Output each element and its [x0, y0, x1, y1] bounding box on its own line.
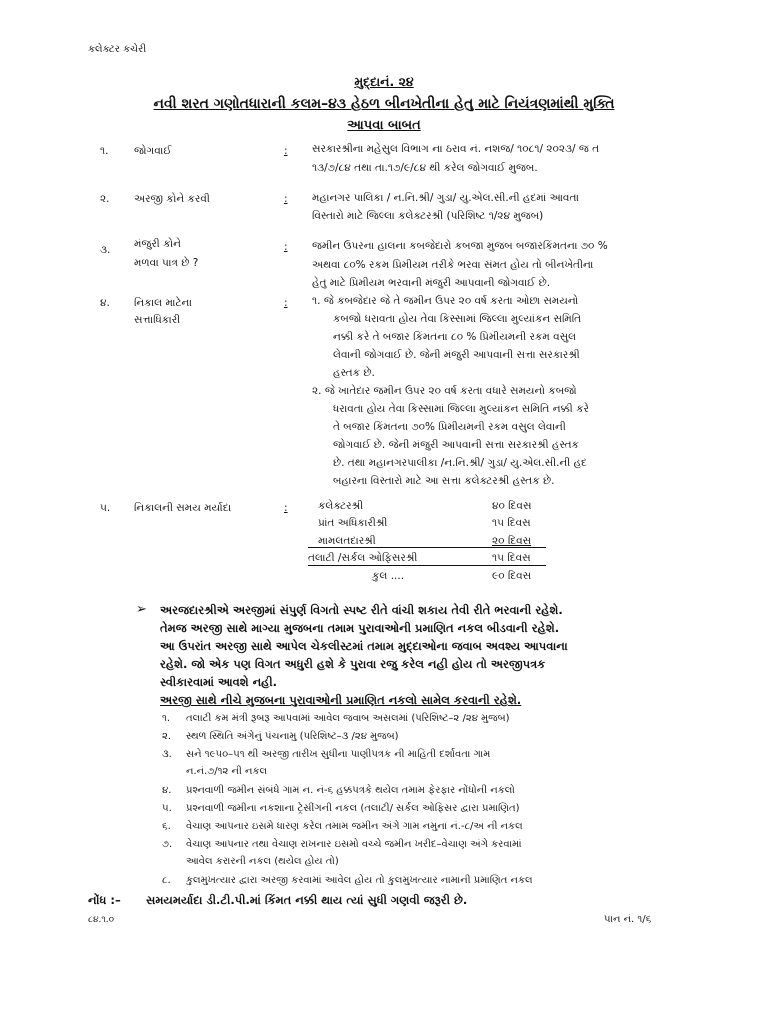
time-office: તલાટી /સર્કલ ઓફિસરશ્રી [308, 552, 418, 564]
section-label: નિકાલ માટેના [134, 297, 192, 309]
time-office: કલેક્ટરશ્રી [318, 500, 364, 512]
section-colon: : [284, 241, 288, 253]
section-number: ૧. [100, 145, 109, 157]
section-text-line: સરકારશ્રીના મહેસુલ વિભાગ ના ઠરાવ નં. નશજ/ ૧૦૮૧/ ૨૦૨૩/ જ ત [312, 143, 600, 155]
section-text-line: હસ્તક છે. [333, 367, 375, 379]
section-text-line: નક્કી કરે તે બજાર કિંમતના ૮૦ % પ્રિમીયમની રકમ વસુલ [333, 331, 577, 343]
section-label: મંજુરી કોને [134, 238, 181, 250]
instruction-line: અરજદારશ્રીએ અરજીમાં સંપુર્ણ વિગતો સ્પષ્ટ રીતે વાંચી શકાય તેવી રીતે ભરવાની રહેશે. [160, 603, 563, 617]
page-number: પાન નં. ૧/૬ [604, 914, 652, 925]
section-label: અરજી કોને કરવી [134, 193, 210, 205]
section-text-line: ૧૩/૭/૮૪ તથા તા.૧૭/૯/૮૪ થી કરેલ જોગવાઈ મુજબ. [312, 162, 538, 174]
section-colon: : [284, 193, 288, 205]
section-colon: : [284, 297, 288, 309]
footer-code: ૮૪.૧.૦ [88, 915, 115, 925]
document-number: ૬. [162, 821, 171, 832]
section-number: ૪. [100, 297, 110, 309]
section-text-line: બહારના વિસ્તારો માટે આ સત્તા કલેક્ટરશ્રી હસ્તક છે. [333, 475, 555, 487]
section-text-line: કબજો ધરાવતા હોય તેવા કિસ્સામાં જિલ્લા મુલ્યાંકન સમિતિ [333, 313, 582, 325]
page-title: નવી શરત ગણોતધારાની કલમ–૪૩ હેઠળ બીનખેતીના હેતુ માટે નિયંત્રણમાંથી મુક્તિ [153, 96, 615, 112]
document-text: પ્રશ્નવાળી જમીના નકશાના ટ્રેસીંગની નકલ (તલાટી/ સર્કલ ઓફિસર દ્વારા પ્રમાણિત) [186, 803, 520, 814]
document-number: ૩. [162, 749, 172, 760]
time-days: ૧૫ દિવસ [492, 552, 531, 564]
document-text: તલાટી કમ મંત્રી રૂબરૂ આપવામાં આવેલ જવાબ અસલમાં (પરિશિષ્ટ–૨ /૨૪ મુજબ) [186, 713, 510, 724]
time-days: ૪૦ દિવસ [492, 500, 532, 512]
document-text: કુલમુખત્યાર દ્વારા અરજી કરવામાં આવેલ હોય તો કુલમુખત્યાર નામાની પ્રમાણિત નકલ [186, 875, 533, 886]
section-text-line: વિસ્તારો માટે જિલ્લા કલેક્ટરશ્રી (પરિશિષ્ટ ૧/૨૪ મુજબ) [312, 210, 544, 222]
instruction-line: આ ઉપરાંત અરજી સાથે આપેલ ચેકલીસ્ટમાં તમામ મુદ્દાઓના જવાબ અવશ્ય આપવાના [160, 639, 568, 653]
document-number: ૮. [162, 875, 171, 886]
section-number: ૫. [100, 502, 111, 514]
document-text: સને ૧૯૫૦–૫૧ થી અરજી તારીખ સુધીના પાણીપત્રક ની માહિતી દર્શાવતા ગામ [186, 749, 491, 760]
document-number: ૭. [162, 839, 173, 850]
evidence-heading: અરજી સાથે નીચે મુજબના પુરાવાઓની પ્રમાણિત નકલો સામેલ કરવાની રહેશે. [160, 693, 522, 707]
document-text: ન.નં.૭/૧૨ ની નકલ [186, 766, 268, 777]
section-text-line: તે બજાર કિંમતના ૭૦% પ્રિમીયમની રકમ વસુલ લેવાની [333, 421, 566, 433]
instruction-line: તેમજ અરજી સાથે માગ્યા મુજબના તમામ પુરાવાઓની પ્રમાણિત નકલ બીડવાની રહેશે. [160, 621, 560, 635]
office-header: કલેક્ટર કચેરી [88, 44, 147, 55]
section-label: જોગવાઈ [134, 145, 172, 157]
section-text-line: ૧. જે કબજેદાર જે તે જમીન ઉપર ૨૦ વર્ષ કરતા ઓછા સમયનો [312, 295, 579, 307]
section-text-line: ૨. જે ખાતેદાર જમીન ઉપર ૨૦ વર્ષ કરતા વધારે સમયનો કબજો [312, 385, 577, 397]
section-text-line: મહાનગર પાલિકા / ન.નિ.શ્રી/ ગુડા/ યુ.એલ.સી.ની હદમાં આવતા [312, 192, 579, 204]
document-number: ૨. [162, 731, 172, 742]
document-number: ૧. [162, 713, 171, 724]
document-number: ૫. [162, 803, 172, 814]
document-text: વેચાણ આપનાર ઇસમે ધારણ કરેલ તમામ જમીન અંગે ગામ નમુના નં.-૮/અ ની નકલ [186, 821, 523, 832]
instruction-line: સ્વીકારવામાં આવશે નહી. [160, 675, 278, 689]
section-text-line: જોગવાઈ છે. જેની મંજુરી આપવાની સત્તા સરકારશ્રી હસ્તક [333, 439, 579, 451]
time-office: મામલતદારશ્રી [318, 535, 376, 547]
instruction-line: રહેશે. જો એક પણ વિગત અધુરી હશે કે પુરાવા રજુ કરેલ નહી હોય તો અરજીપત્રક [160, 657, 546, 671]
document-number: ૪. [162, 785, 172, 796]
section-label: નિકાલની સમય મર્યાદા [134, 502, 232, 514]
section-text-line: જમીન ઉપરના હાલના કબજેદારો કબજા મુજબ બજારકિંમતના ૭૦ % [312, 240, 608, 252]
note-label: નોંધ :– [88, 893, 121, 907]
time-total-label: કુલ .... [372, 570, 405, 582]
time-total-days: ૯૦ દિવસ [492, 570, 532, 582]
section-colon: : [284, 502, 288, 514]
section-number: ૨. [100, 193, 110, 205]
section-text-line: અથવા ૮૦% રકમ પ્રિમીયમ તરીકે ભરવા સંમત હોય તો બીનખેતીના [312, 259, 594, 271]
document-text: સ્થળ સ્થિતિ અંગેનું પંચનામુ (પરિશિષ્ટ–૩ /૨૪ મુજબ) [186, 731, 399, 742]
section-label: સત્તાધિકારી [134, 314, 181, 326]
page-subtitle: આપવા બાબત [347, 118, 421, 133]
section-text-line: ધરાવતા હોય તેવા કિસ્સામાં જિલ્લા મુલ્યાંકન સમિતિ નક્કી કરે [333, 403, 589, 415]
document-text: વેચાણ આપનાર તથા વેચાણ રાખનાર ઇસમો વચ્ચે જમીન ખરીદ–વેચાણ અંગે કરવામાં [186, 839, 522, 850]
section-text-line: લેવાની જોગવાઈ છે. જેની મંજુરી આપવાની સત્તા સરકારશ્રી [333, 349, 580, 361]
document-text: પ્રશ્નવાળી જમીન સંબંધે ગામ ન. નં-૬ હક્કપત્રકે થયેલ તમામ ફેરફાર નોંધોની નકલો [186, 785, 515, 796]
table-divider [308, 565, 546, 566]
time-days: ૧૫ દિવસ [492, 517, 531, 529]
note-text: સમયમર્યાદા ડી.ટી.પી.માં કિંમત નક્કી થાય ત્યાં સુધી ગણવી જરૂરી છે. [146, 893, 468, 907]
item-number: મુદ્દાનં. ૨૪ [354, 74, 414, 89]
document-text: આવેલ કરારની નકલ (થયેલ હોય તો) [186, 856, 339, 867]
bullet-arrow-icon: ➢ [136, 602, 147, 617]
section-text-line: છે. તથા મહાનગરપાલીકા /ન.નિ.શ્રી/ ગુડા/ યુ.એલ.સી.ની હદ [333, 457, 587, 469]
section-number: ૩. [100, 244, 111, 256]
time-office: પ્રાંત અધિકારીશ્રી [318, 517, 388, 529]
section-text-line: હેતુ માટે પ્રિમીયમ ભરવાની મંજુરી આપવાની જોગવાઈ છે. [312, 277, 551, 289]
time-days: ૨૦ દિવસ [492, 535, 532, 547]
section-colon: : [284, 145, 288, 157]
section-label: મળવા પાત્ર છે ? [134, 257, 199, 269]
table-divider [308, 547, 546, 548]
